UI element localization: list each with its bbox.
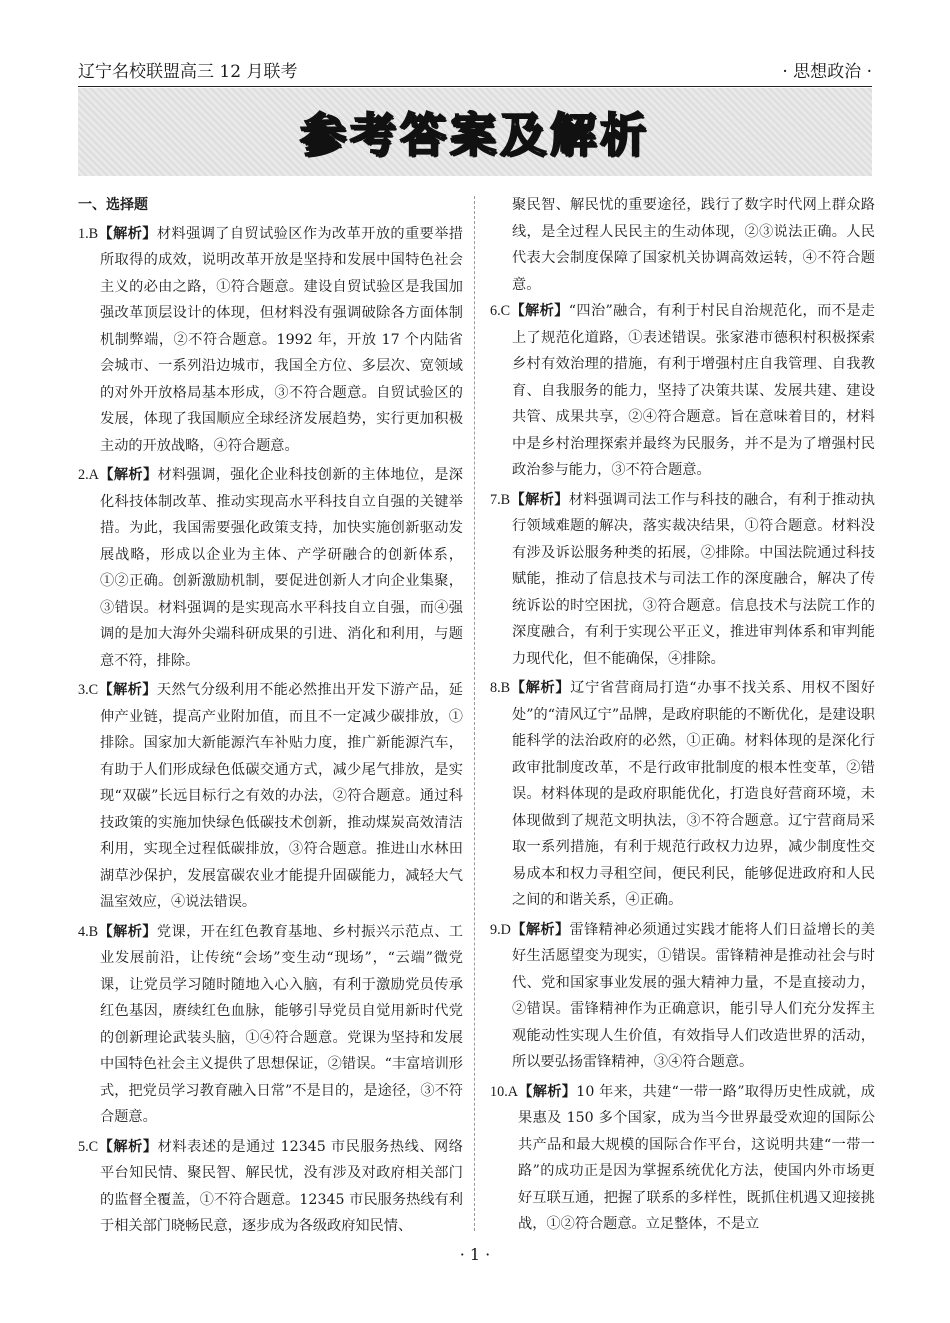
answer-text: 雷锋精神必须通过实践才能将人们日益增长的美好生活愿望变为现实，①错误。雷锋精神是推动社会与时代、党和国家事业发展的强大精神力量，不是直接动力，②错误。雷锋精神作为正确意识，能引导人们充分发挥主观能动性实现人生价值，有效指导人们改造世界的活动，所以要弘扬雷锋精神，③④符合题意。 [512, 921, 875, 1070]
page-header [78, 52, 872, 87]
answer-item-8 [490, 675, 875, 914]
answer-text: 材料强调司法工作与科技的融合，有利于推动执行领域难题的解决，落实裁决结果，①符合题意。材料没有涉及诉讼服务种类的拓展，②排除。中国法院通过科技赋能，推动了信息技术与司法工作的深度融合，解决了传统诉讼的时空困扰，③符合题意。信息技术与法院工作的深度融合，有利于实现公平正义，推进审判体系和审判能力现代化，但不能确保，④排除。 [512, 491, 875, 667]
answer-number: 2.A [78, 467, 99, 483]
title-banner [78, 88, 872, 176]
answer-text: 材料表述的是通过 12345 市民服务热线、网络平台知民情、聚民智、解民忧，没有涉及对政府相关部门的监督全覆盖，①不符合题意。12345 市民服务热线有利于相关部门晓畅民意，逐步成为各级政府知民情、 [100, 1138, 463, 1234]
answer-number: 10.A [490, 1083, 518, 1100]
analysis-tag: 【解析】 [510, 680, 571, 696]
answer-item-9 [490, 917, 875, 1076]
answer-number: 8.B [490, 680, 511, 696]
right-column [490, 192, 875, 1241]
analysis-tag: 【解析】 [98, 1138, 158, 1155]
section-title: 一、选择题 [78, 197, 148, 213]
answer-item-2 [78, 462, 463, 674]
analysis-tag: 【解析】 [510, 303, 569, 319]
answer-text: 材料强调，强化企业科技创新的主体地位，是深化科技体制改革、推动实现高水平科技自立自强的关键举措。为此，我国需要强化政策支持，加快实施创新驱动发展战略，形成以企业为主体、产学研融合的创新体系，①②正确。创新激励机制，要促进创新人才向企业集聚，③错误。材料强调的是实现高水平科技自立自强，而④强调的是加大海外尖端科研成果的引进、消化和利用，与题意不符，排除。 [100, 467, 463, 669]
left-column [78, 192, 463, 1243]
answer-item-3 [78, 677, 463, 916]
subject-label: · 思想政治 · [782, 62, 872, 82]
answer-item-10 [490, 1079, 875, 1238]
answer-item-5-continuation: 聚民智、解民忧的重要途径，践行了数字时代网上群众路线，是全过程人民民主的生动体现，②③说法正确。人民代表大会制度保障了国家机关协调高效运转，④不符合题意。 [512, 197, 875, 293]
answer-number: 6.C [490, 303, 511, 319]
answer-number: 1.B [78, 225, 99, 242]
answer-text: 党课，开在红色教育基地、乡村振兴示范点、工业发展前沿，让传统“会场”变生动“现场”，“云端”微党课，让党员学习随时随地入心入脑，有利于激励党员传承红色基因，赓续红色血脉，能够引导党员自觉用新时代党的创新理论武装头脑，①④符合题意。党课为坚持和发展中国特色社会主义提供了思想保证，②错误。“丰富培训形式，把党员学习教育融入日常”不是目的，是途径，③不符合题意。 [100, 923, 463, 1125]
page-title: 参考答案及解析 [300, 108, 650, 162]
answer-text: 天然气分级利用不能必然推出开发下游产品，延伸产业链，提高产业附加值，而且不一定减少碳排放，①排除。国家加大新能源汽车补贴力度，推广新能源汽车，有助于人们形成绿色低碳交通方式，减少尾气排放，是实现“双碳”长远目标行之有效的办法，②符合题意。通过科技政策的实施加快绿色低碳技术创新，推动煤炭高效清洁利用，实现全过程低碳排放，③符合题意。推进山水林田湖草沙保护，发展富碳农业才能提升固碳能力，减轻大气温室效应，④说法错误。 [100, 682, 463, 910]
answer-text: 10 年来，共建“一带一路”取得历史性成就，成果惠及 150 多个国家，成为当今世界最受欢迎的国际公共产品和最大规模的国际合作平台，这说明共建“一带一路”的成功正是因为掌握系统优化方法，使国内外市场更好互联互通，把握了联系的多样性，既抓住机遇又迎接挑战，①②符合题意。立足整体，不是立 [518, 1083, 875, 1232]
answer-item-7 [490, 487, 875, 673]
answer-text: 材料强调了自贸试验区作为改革开放的重要举措所取得的成效，说明改革开放是坚持和发展中国特色社会主义的必由之路，①符合题意。建设自贸试验区是我国加强改革顶层设计的体现，但材料没有强调破除各方面体制机制弊端，②不符合题意。1992 年，开放 17 个内陆省会城市、一系列沿边城市，我国全方位、多层次、宽领域的对外开放格局基本形成，③不符合题意。自贸试验区的发展，体现了我国顺应全球经济发展趋势，实行更加积极主动的开放战略，④符合题意。 [100, 225, 463, 454]
answer-number: 7.B [490, 491, 511, 508]
answer-text: “四治”融合，有利于村民自治规范化，而不是走上了规范化道路，①表述错误。张家港市德积村积极探索乡村有效治理的措施，有利于增强村庄自我管理、自我教育、自我服务的能力，坚持了决策共谋、发展共建、建设共管、成果共享，②④符合题意。旨在意味着目的，材料中是乡村治理探索并最终为民服务，并不是为了增强村民政治参与能力，③不符合题意。 [512, 303, 875, 478]
page-number: · 1 · [459, 1245, 491, 1264]
answer-number: 3.C [78, 682, 99, 698]
answer-item-6 [490, 298, 875, 484]
analysis-tag: 【解析】 [98, 467, 158, 483]
answer-item-1 [78, 221, 463, 460]
analysis-tag: 【解析】 [517, 1083, 577, 1100]
answer-text: 辽宁省营商局打造“办事不找关系、用权不图好处”的“清风辽宁”品牌，是政府职能的不断优化，是建设职能科学的法治政府的必然，①正确。材料体现的是深化行政审批制度改革，不是行政审批制度的根本性变革，②错误。材料体现的是政府职能优化，打造良好营商环境，未体现做到了规范文明执法，③不符合题意。辽宁营商局采取一系列措施，有利于规范行政权力边界，减少制度性交易成本和权力寻租空间，便民利民，能够促进政府和人民之间的和谐关系，④正确。 [512, 680, 875, 908]
analysis-tag: 【解析】 [98, 923, 157, 940]
analysis-tag: 【解析】 [510, 921, 570, 938]
answer-number: 4.B [78, 923, 99, 940]
column-divider [474, 196, 475, 1231]
exam-title: 辽宁名校联盟高三 12 月联考 [78, 62, 298, 82]
analysis-tag: 【解析】 [98, 225, 157, 242]
answer-item-5 [78, 1134, 463, 1240]
analysis-tag: 【解析】 [98, 682, 157, 698]
analysis-tag: 【解析】 [510, 491, 569, 508]
answer-item-4 [78, 919, 463, 1131]
answer-number: 9.D [490, 921, 511, 938]
answer-number: 5.C [78, 1138, 99, 1155]
